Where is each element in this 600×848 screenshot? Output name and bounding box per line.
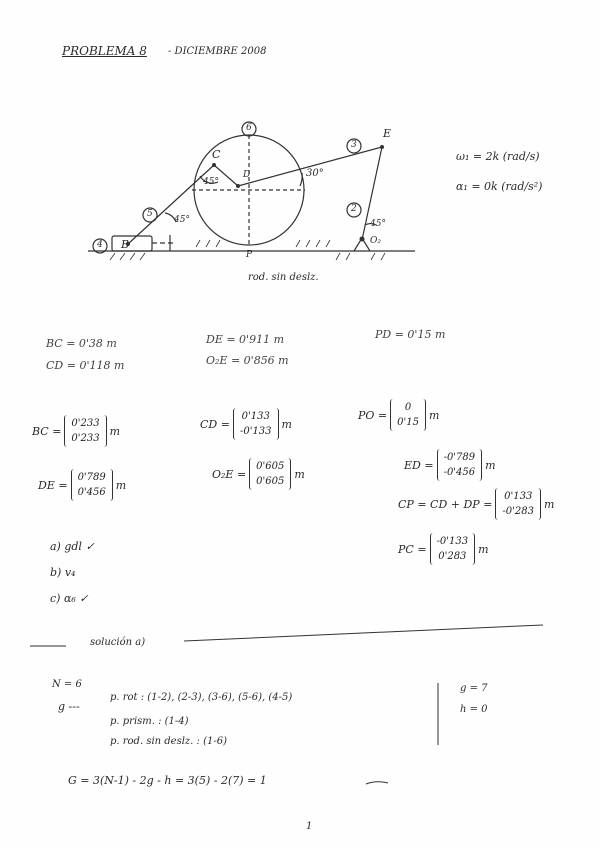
- vector-bc: BC = 0'233 0'233 m: [32, 415, 120, 447]
- solution-g-line2: p. prism. : (1-4): [110, 716, 189, 727]
- solution-h-total: h = 0: [460, 704, 488, 715]
- dim-cd: CD = 0'118 m: [46, 359, 125, 372]
- label-B: B: [121, 238, 130, 251]
- solution-g-total: g = 7: [460, 683, 488, 694]
- vector-cd: CD = 0'133 -0'133 m: [200, 408, 292, 440]
- link-label-2: 2: [351, 204, 357, 214]
- question-c: c) α₆ ✓: [50, 592, 89, 605]
- vector-cp: CP = CD + DP = 0'133 -0'283 m: [398, 488, 554, 520]
- link-label-4: 4: [97, 240, 103, 250]
- question-b: b) v₄: [50, 566, 76, 579]
- dim-bc: BC = 0'38 m: [46, 337, 117, 350]
- solution-heading: solución a): [90, 637, 146, 648]
- dim-pd: PD = 0'15 m: [375, 328, 446, 341]
- label-P: P: [246, 250, 253, 260]
- solution-n: N = 6: [52, 679, 82, 690]
- page-number: 1: [306, 821, 313, 832]
- problem-date: - DICIEMBRE 2008: [168, 46, 267, 57]
- vector-o2e: O₂E = 0'605 0'605 m: [212, 458, 305, 490]
- label-O2: O₂: [370, 236, 381, 246]
- given-alpha: α₁ = 0k (rad/s²): [456, 180, 543, 193]
- problem-title: PROBLEMA 8: [62, 44, 147, 58]
- link-label-6: 6: [246, 123, 252, 133]
- rolling-note: rod. sin deslz.: [248, 272, 319, 283]
- label-D: D: [243, 170, 251, 180]
- solution-g-line3: p. rod. sin deslz. : (1-6): [110, 736, 227, 747]
- vector-ed: ED = -0'789 -0'456 m: [404, 449, 496, 481]
- label-C: C: [212, 148, 221, 161]
- vector-pc: PC = -0'133 0'283 m: [398, 533, 489, 565]
- dim-de: DE = 0'911 m: [206, 333, 285, 346]
- link-label-5: 5: [147, 209, 153, 219]
- angle-label-5: 45°: [174, 215, 190, 225]
- solution-formula: G = 3(N-1) - 2g - h = 3(5) - 2(7) = 1: [68, 774, 267, 787]
- solution-g-line1: p. rot : (1-2), (2-3), (3-6), (5-6), (4-5): [110, 692, 293, 703]
- label-E: E: [383, 127, 392, 140]
- solution-g-prefix: g ---: [58, 700, 80, 713]
- angle-label-30: 30°: [306, 168, 324, 179]
- angle-label-2: 45°: [370, 219, 386, 229]
- vector-de: DE = 0'789 0'456 m: [38, 469, 126, 501]
- vector-po: PO = 0 0'15 m: [358, 399, 439, 431]
- dim-o2e: O₂E = 0'856 m: [206, 354, 289, 367]
- given-omega: ω₁ = 2k (rad/s): [456, 150, 540, 163]
- question-a: a) gdl ✓: [50, 540, 95, 553]
- link-label-3: 3: [351, 140, 357, 150]
- angle-label-c: 45°: [203, 177, 219, 187]
